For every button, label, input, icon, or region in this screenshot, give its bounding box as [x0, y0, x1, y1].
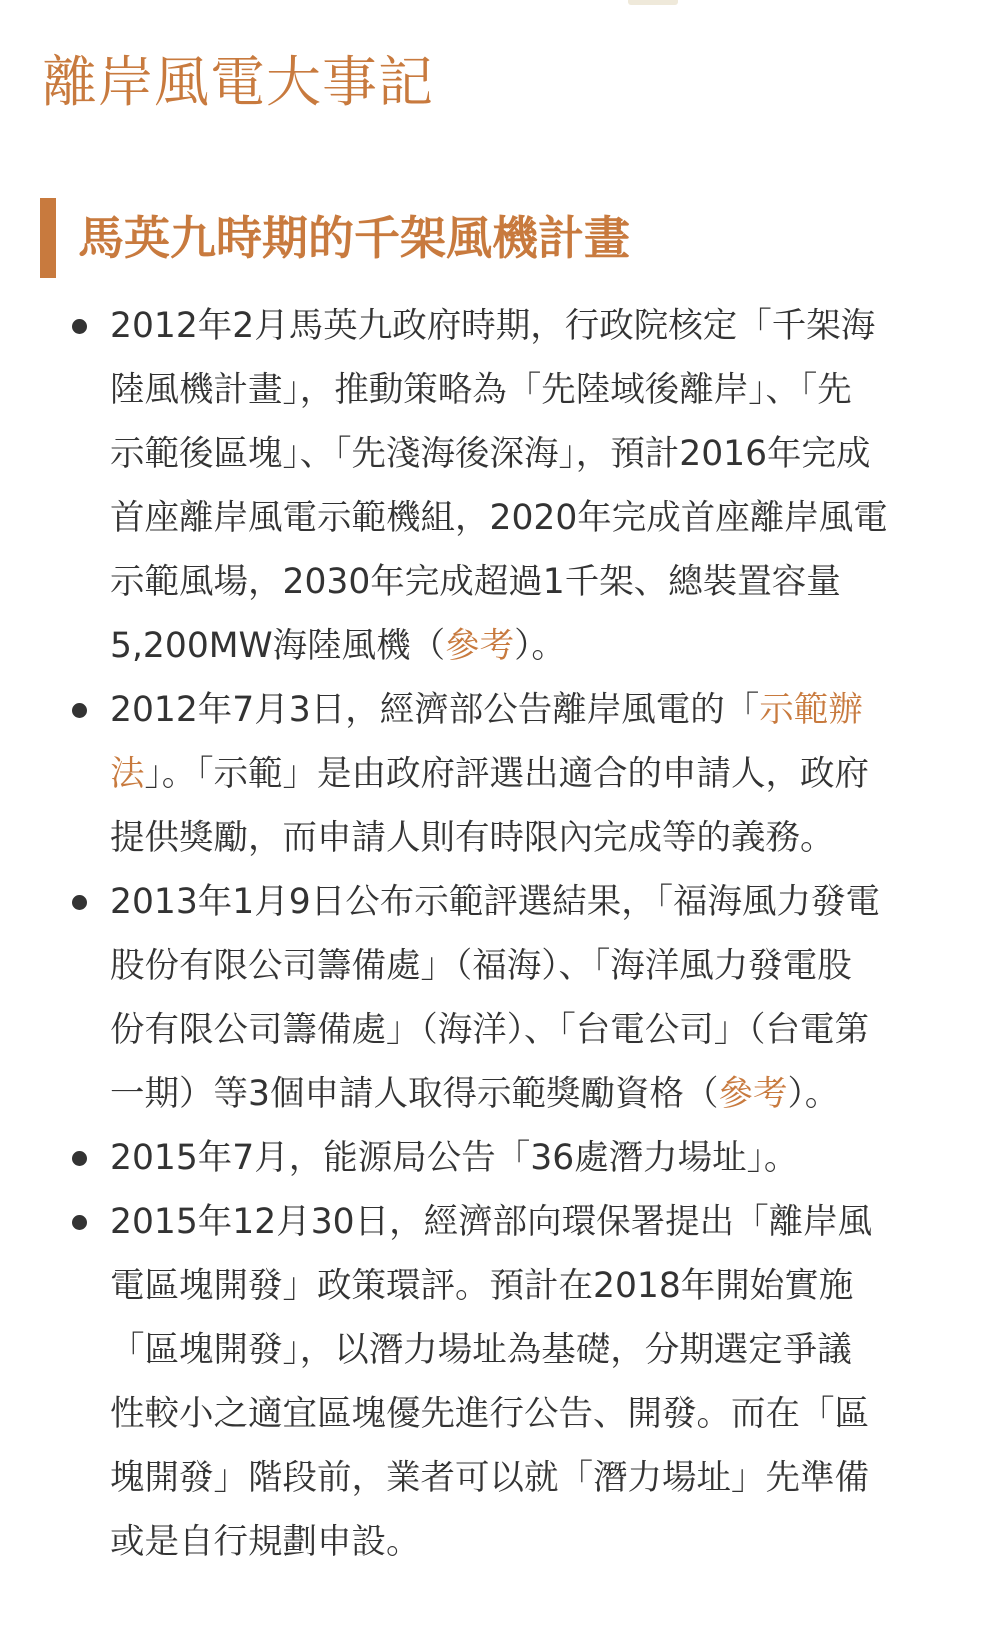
page-title: 離岸風電大事記 — [42, 50, 435, 114]
bullet-icon — [72, 319, 87, 334]
text-segment: 2015年7月，能源局公告「36處潛力場址」。 — [110, 1138, 799, 1178]
text-line — [110, 742, 970, 806]
top-tab-indicator — [628, 0, 678, 5]
bullet-icon — [72, 1151, 87, 1166]
text-segment: 首座離岸風電示範機組，2020年完成首座離岸風電 — [110, 498, 888, 538]
text-line — [110, 998, 970, 1062]
text-segment: 陸風機計畫」，推動策略為「先陸域後離岸」、「先 — [110, 370, 852, 410]
text-segment: 5,200MW海陸風機（ — [110, 626, 446, 666]
text-line — [110, 422, 970, 486]
text-line — [110, 1382, 970, 1446]
reference-link[interactable]: 參考 — [445, 626, 515, 666]
text-segment: 2015年12月30日，經濟部向環保署提出「離岸風 — [110, 1202, 873, 1242]
event-item-2013-01 — [0, 870, 970, 1126]
text-segment: ）。 — [787, 1074, 840, 1114]
text-line — [110, 870, 970, 934]
text-line — [110, 1446, 970, 1510]
bullet-icon — [72, 1215, 87, 1230]
text-segment: 或是自行規劃申設。 — [110, 1522, 421, 1562]
text-segment: 示範後區塊」、「先淺海後深海」，預計2016年完成 — [110, 434, 871, 474]
event-item-2015-07 — [0, 1126, 970, 1190]
event-item-2015-12 — [0, 1190, 970, 1574]
text-line — [110, 294, 970, 358]
text-line — [110, 550, 970, 614]
demonstration-rules-link[interactable]: 示範辦 — [759, 690, 863, 730]
text-segment: 一期）等3個申請人取得示範獎勵資格（ — [110, 1074, 719, 1114]
text-segment: 2012年2月馬英九政府時期，行政院核定「千架海 — [110, 306, 876, 346]
text-segment: 電區塊開發」政策環評。預計在2018年開始實施 — [110, 1266, 854, 1306]
text-line — [110, 486, 970, 550]
text-line — [110, 1190, 970, 1254]
text-segment: 」。「示範」是由政府評選出適合的申請人，政府 — [144, 754, 869, 794]
text-line — [110, 1254, 970, 1318]
bullet-icon — [72, 895, 87, 910]
text-segment: 股份有限公司籌備處」（福海）、「海洋風力發電股 — [110, 946, 852, 986]
text-line — [110, 614, 970, 678]
text-segment: 2013年1月9日公布示範評選結果，「福海風力發電 — [110, 882, 880, 922]
demonstration-rules-link[interactable]: 法 — [110, 754, 145, 794]
text-segment: ）。 — [514, 626, 566, 666]
reference-link[interactable]: 參考 — [718, 1074, 788, 1114]
text-line — [110, 1510, 970, 1574]
text-line — [110, 1126, 970, 1190]
text-line — [110, 358, 970, 422]
text-segment: 「區塊開發」，以潛力場址為基礎，分期選定爭議 — [110, 1330, 852, 1370]
event-list — [0, 294, 986, 1574]
text-line — [110, 678, 970, 742]
text-line — [110, 1062, 970, 1126]
text-line — [110, 806, 970, 870]
text-segment: 提供獎勵，而申請人則有時限內完成等的義務。 — [110, 818, 835, 858]
text-line — [110, 1318, 970, 1382]
section-heading: 馬英九時期的千架風機計畫 — [40, 198, 630, 278]
text-segment: 2012年7月3日，經濟部公告離岸風電的「 — [110, 690, 760, 730]
text-segment: 性較小之適宜區塊優先進行公告、開發。而在「區 — [110, 1394, 869, 1434]
text-segment: 份有限公司籌備處」（海洋）、「台電公司」（台電第 — [110, 1010, 869, 1050]
event-item-2012-07 — [0, 678, 970, 870]
event-item-2012-02 — [0, 294, 970, 678]
text-segment: 塊開發」階段前，業者可以就「潛力場址」先準備 — [110, 1458, 869, 1498]
bullet-icon — [72, 703, 87, 718]
text-segment: 示範風場，2030年完成超過1千架、總裝置容量 — [110, 562, 841, 602]
text-line — [110, 934, 970, 998]
